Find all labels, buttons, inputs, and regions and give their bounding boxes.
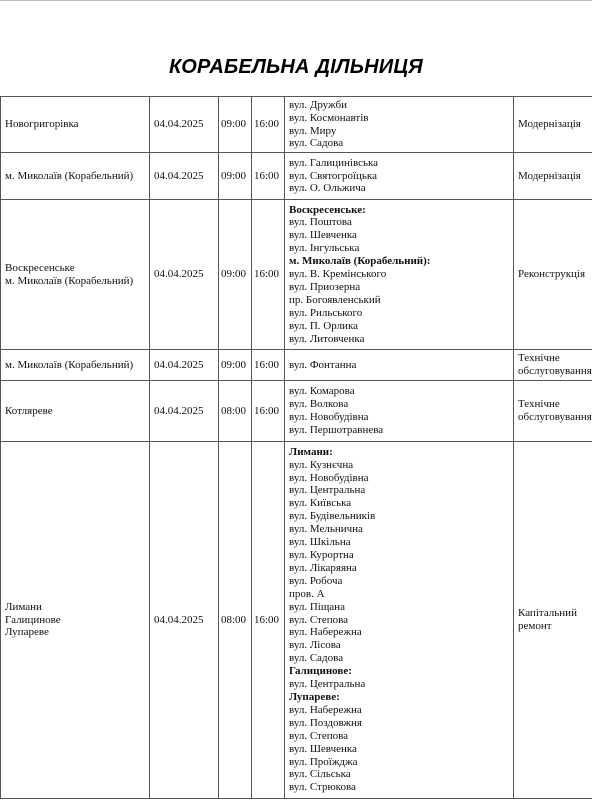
- street-name: вул. Поштова: [289, 216, 352, 229]
- date-cell: 04.04.2025: [150, 442, 219, 799]
- street-name: вул. Комарова: [289, 385, 355, 398]
- street-name: вул. Литовченка: [289, 332, 365, 345]
- street-name: вул. Шкільна: [289, 536, 351, 549]
- start-time-cell: 08:00: [219, 381, 252, 442]
- locality-heading: Лимани:: [289, 445, 333, 458]
- area-name: Лимани: [5, 600, 42, 613]
- street-name: вул. Будівельників: [289, 510, 376, 523]
- street-name: вул. Поздовжня: [289, 716, 362, 729]
- outage-schedule-table: [0, 96, 592, 799]
- street-name: вул. Рильського: [289, 306, 363, 319]
- area-name: Новогригорівка: [5, 118, 79, 131]
- area-cell: [1, 442, 150, 799]
- street-name: вул. Кузнєчна: [289, 458, 354, 471]
- street-name: вул. Волкова: [289, 398, 349, 411]
- street-name: вул. Центральна: [289, 484, 366, 497]
- street-name: вул. Новобудівна: [289, 411, 369, 423]
- streets-cell: [285, 200, 514, 350]
- street-name: вул. Стрюкова: [289, 781, 356, 794]
- area-cell: [1, 97, 150, 153]
- street-name: вул. Київська: [289, 497, 352, 510]
- end-time-cell: 16:00: [252, 200, 285, 350]
- street-name: вул. Новобудівна: [289, 471, 369, 484]
- top-border-line: [0, 0, 592, 1]
- table-row: [1, 350, 592, 381]
- end-time-cell: 16:00: [252, 97, 285, 153]
- street-name: вул. Шевченка: [289, 229, 357, 242]
- area-name: Галицинове: [5, 613, 61, 626]
- streets-cell: [285, 97, 514, 153]
- table-row: [1, 97, 592, 153]
- street-name: вул. Піщана: [289, 600, 345, 613]
- street-name: вул. Фонтанна: [289, 358, 357, 371]
- end-time-cell: 16:00: [252, 442, 285, 799]
- street-name: вул. Шевченка: [289, 742, 357, 755]
- table-row: [1, 442, 592, 799]
- streets-cell: [285, 381, 514, 442]
- date-cell: 04.04.2025: [150, 153, 219, 200]
- street-name: вул. Садова: [289, 137, 344, 150]
- start-time-cell: 08:00: [219, 442, 252, 799]
- street-name: вул. Мельнична: [289, 523, 363, 536]
- street-name: вул. Лісова: [289, 639, 341, 652]
- end-time-cell: 16:00: [252, 153, 285, 200]
- work-type-cell: Реконструкція: [514, 200, 592, 350]
- street-name: вул. Святогроїцька: [289, 169, 377, 182]
- street-name: вул. Курортна: [289, 549, 354, 562]
- area-name: Котляреве: [5, 404, 53, 417]
- street-name: вул. Лікаряяна: [289, 561, 357, 574]
- table-body: [1, 97, 592, 799]
- street-name: вул. П. Орлика: [289, 319, 359, 332]
- work-type-cell: Капітальний ремонт: [514, 442, 592, 799]
- area-name: м. Миколаїв (Корабельний): [5, 274, 134, 287]
- street-name: вул. Робоча: [289, 574, 343, 587]
- date-cell: 04.04.2025: [150, 381, 219, 442]
- date-cell: 04.04.2025: [150, 97, 219, 153]
- area-name: м. Миколаїв (Корабельний): [5, 358, 134, 371]
- street-name: вул. Набережна: [289, 703, 362, 716]
- locality-heading: Лупареве:: [289, 690, 340, 703]
- street-name: вул. Дружби: [289, 98, 347, 111]
- street-name: вул. Степова: [289, 613, 349, 626]
- locality-heading: Галицинове:: [289, 665, 352, 678]
- street-name: вул. Центральна: [289, 678, 366, 691]
- street-name: вул. Сільська: [289, 768, 351, 781]
- streets-cell: [285, 350, 514, 381]
- street-name: пров. А: [289, 587, 325, 600]
- table-row: [1, 200, 592, 350]
- area-cell: [1, 153, 150, 200]
- area-cell: [1, 350, 150, 381]
- work-type-cell: Модернізація: [514, 97, 592, 153]
- date-cell: 04.04.2025: [150, 350, 219, 381]
- area-cell: [1, 200, 150, 350]
- end-time-cell: 16:00: [252, 350, 285, 381]
- street-name: вул. Галицинівська: [289, 156, 379, 169]
- street-name: пр. Богоявленський: [289, 293, 381, 306]
- start-time-cell: 09:00: [219, 350, 252, 381]
- start-time-cell: 09:00: [219, 153, 252, 200]
- street-name: вул. Набережна: [289, 626, 362, 639]
- streets-cell: [285, 153, 514, 200]
- work-type-cell: Технічне обслуговування: [514, 381, 592, 442]
- locality-heading: м. Миколаїв (Корабельний):: [289, 255, 431, 268]
- street-name: вул. Приозерна: [289, 280, 361, 293]
- streets-cell: [285, 442, 514, 799]
- area-cell: [1, 381, 150, 442]
- street-name: вул. Степова: [289, 729, 349, 742]
- street-name: вул. Першотравнева: [289, 423, 384, 436]
- area-name: м. Миколаїв (Корабельний): [5, 169, 134, 182]
- street-name: вул. Проїжджа: [289, 755, 358, 768]
- work-type-cell: Модернізація: [514, 153, 592, 200]
- street-name: вул. В. Кремінського: [289, 268, 387, 281]
- end-time-cell: 16:00: [252, 381, 285, 442]
- area-name: Лупареве: [5, 626, 49, 639]
- page-title: КОРАБЕЛЬНА ДІЛЬНИЦЯ: [169, 56, 423, 78]
- street-name: вул. Космонавтів: [289, 111, 369, 124]
- date-cell: 04.04.2025: [150, 200, 219, 350]
- street-name: вул. О. Ольжича: [289, 182, 366, 195]
- table-row: [1, 381, 592, 442]
- start-time-cell: 09:00: [219, 97, 252, 153]
- street-name: вул. Інгульська: [289, 242, 360, 255]
- start-time-cell: 09:00: [219, 200, 252, 350]
- work-type-cell: Технічне обслуговування: [514, 350, 592, 381]
- street-name: вул. Миру: [289, 124, 337, 137]
- table-row: [1, 153, 592, 200]
- locality-heading: Воскресенське:: [289, 203, 366, 216]
- street-name: вул. Садова: [289, 652, 344, 665]
- area-name: Воскресенське: [5, 261, 75, 274]
